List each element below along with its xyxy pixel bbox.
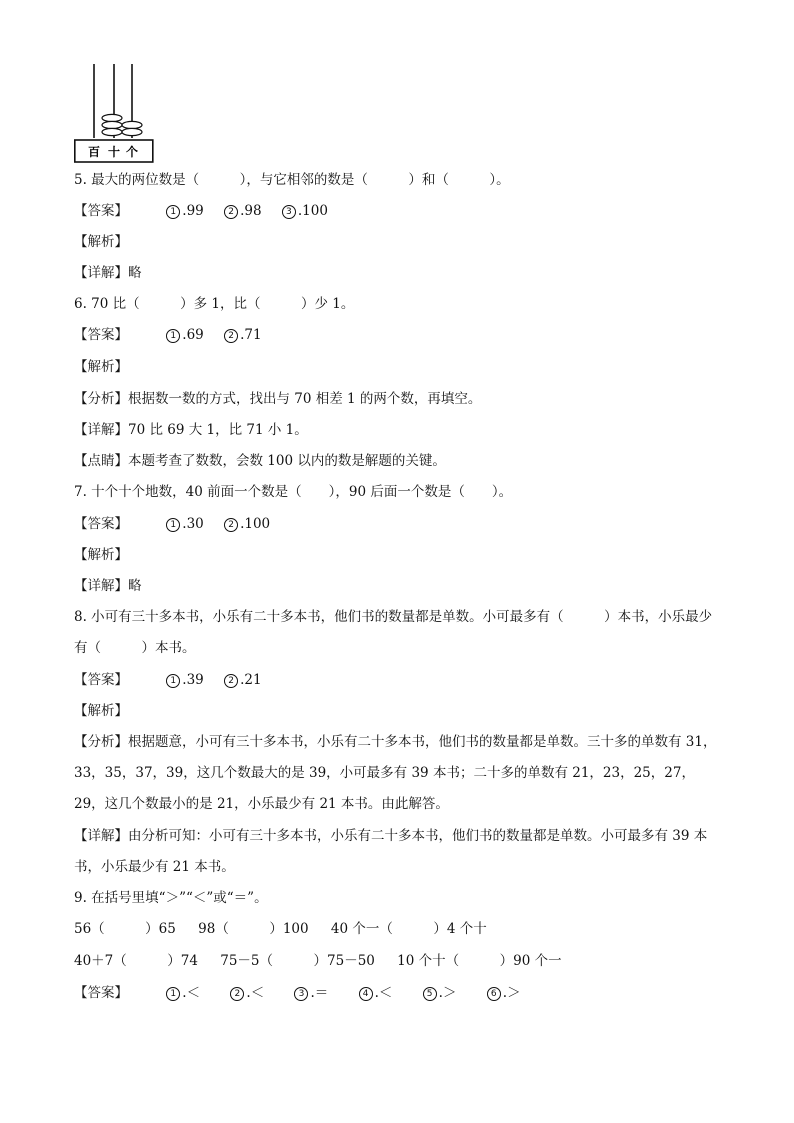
answer-item: 4 .＜ bbox=[359, 983, 393, 1003]
answer-item: 1 .＜ bbox=[166, 983, 200, 1003]
analysis-tag: 【解析】 bbox=[74, 547, 128, 563]
q5-text: 5. 最大的两位数是（ ），与它相邻的数是（ ）和（ ）。 bbox=[74, 172, 510, 188]
detail-text: 【详解】由分析可知：小可有三十多本书，小乐有二十多本书，他们书的数量都是单数。小可最多有 39 本书，小乐最少有 21 本书。 bbox=[74, 828, 708, 875]
answer-tag: 【答案】 bbox=[74, 516, 128, 532]
answer-item: 6 .＞ bbox=[487, 983, 521, 1003]
analysis-tag: 【解析】 bbox=[74, 703, 128, 719]
abacus-label-tens: 十 bbox=[108, 145, 121, 159]
answer-item: 1 .99 bbox=[166, 201, 203, 221]
detail-text: 【详解】70 比 69 大 1，比 71 小 1。 bbox=[74, 422, 308, 438]
compare-item: 56（ ）65 bbox=[74, 921, 176, 937]
answer-item: 3 .100 bbox=[282, 201, 328, 221]
q9-row-1 bbox=[74, 919, 505, 939]
answer-item: 1 .69 bbox=[166, 325, 203, 345]
answer-item: 1 .39 bbox=[166, 670, 203, 690]
q8-answer-row bbox=[74, 670, 278, 690]
answer-item: 1 .30 bbox=[166, 514, 203, 534]
abacus-illustration bbox=[74, 62, 154, 164]
fenxi-text: 【分析】根据题意，小可有三十多本书，小乐有二十多本书，他们书的数量都是单数。三十多的单数有 31，33，35，37，39，这几个数最大的是 39，小可最多有 39 本书；二十多的单数有 21，23，25，27，29，这几个数最小的是 21，小乐最少有 21 本书。由此解答。 bbox=[74, 734, 717, 812]
q9-row-2 bbox=[74, 951, 580, 971]
detail-text: 【详解】略 bbox=[74, 265, 142, 281]
q7-answer-row bbox=[74, 514, 286, 534]
answer-item: 2 .98 bbox=[224, 201, 261, 221]
abacus-label-ones: 个 bbox=[126, 145, 139, 159]
answer-item: 2 .71 bbox=[224, 325, 261, 345]
answer-item: 2 .100 bbox=[224, 514, 270, 534]
answer-tag: 【答案】 bbox=[74, 672, 128, 688]
abacus-label-hundreds: 百 bbox=[88, 145, 101, 159]
compare-item: 75－5（ ）75－50 bbox=[220, 953, 375, 969]
answer-item: 2 .＜ bbox=[230, 983, 264, 1003]
answer-tag: 【答案】 bbox=[74, 203, 128, 219]
answer-item: 3 .＝ bbox=[294, 983, 328, 1003]
q8-text: 8. 小可有三十多本书，小乐有二十多本书，他们书的数量都是单数。小可最多有（ ）本书，小乐最少有（ ）本书。 bbox=[74, 609, 713, 656]
q5-answer-row bbox=[74, 201, 344, 221]
answer-item: 2 .21 bbox=[224, 670, 261, 690]
answer-tag: 【答案】 bbox=[74, 327, 128, 343]
analysis-tag: 【解析】 bbox=[74, 359, 128, 375]
answer-tag: 【答案】 bbox=[74, 985, 128, 1001]
compare-item: 10 个十（ ）90 个一 bbox=[397, 953, 562, 969]
q9-answer-row bbox=[74, 983, 521, 1003]
q6-answer-row bbox=[74, 325, 278, 345]
q7-text: 7. 十个十个地数，40 前面一个数是（ ），90 后面一个数是（ ）。 bbox=[74, 484, 513, 500]
analysis-tag: 【解析】 bbox=[74, 234, 128, 250]
answer-item: 5 .＞ bbox=[423, 983, 457, 1003]
detail-text: 【详解】略 bbox=[74, 578, 142, 594]
compare-item: 98（ ）100 bbox=[198, 921, 309, 937]
compare-item: 40＋7（ ）74 bbox=[74, 953, 198, 969]
compare-item: 40 个一（ ）4 个十 bbox=[330, 921, 487, 937]
q6-text: 6. 70 比（ ）多 1，比（ ）少 1。 bbox=[74, 296, 355, 312]
q9-text: 9. 在括号里填“＞”“＜”或“＝”。 bbox=[74, 890, 268, 906]
dianjing-text: 【点睛】本题考查了数数，会数 100 以内的数是解题的关键。 bbox=[74, 453, 446, 469]
fenxi-text: 【分析】根据数一数的方式，找出与 70 相差 1 的两个数，再填空。 bbox=[74, 391, 482, 407]
